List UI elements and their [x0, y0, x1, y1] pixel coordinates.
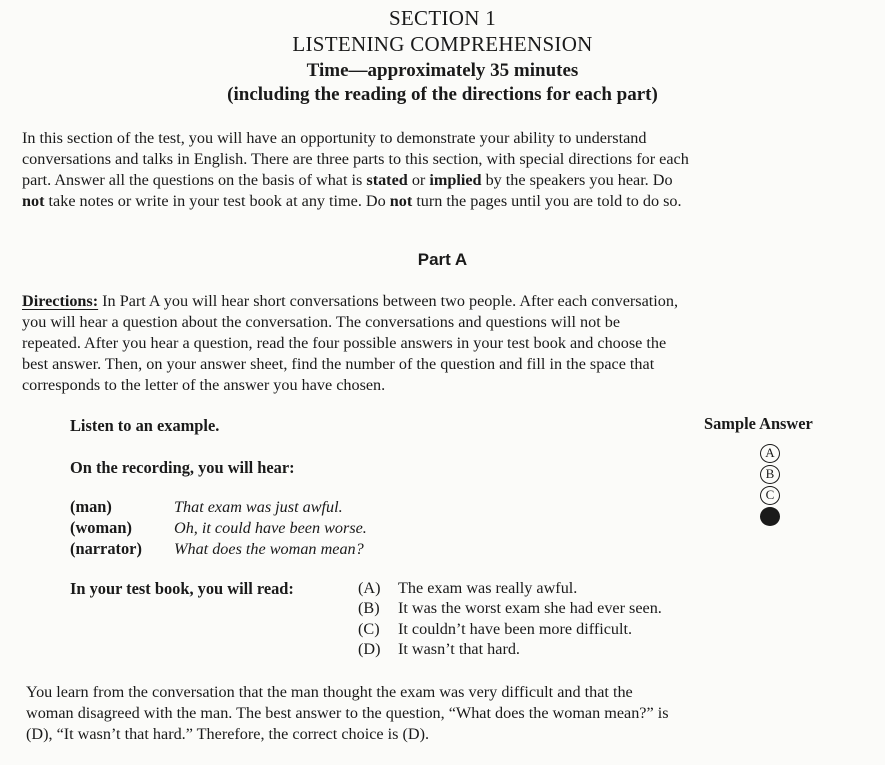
time-note: (including the reading of the directions for each part) [227, 84, 658, 105]
choice-letter-d: (D) [358, 640, 381, 658]
choice-text-b: It was the worst exam she had ever seen. [398, 599, 662, 617]
answer-bubble-d-filled[interactable] [760, 507, 780, 526]
sample-answer-label: Sample Answer [704, 414, 813, 433]
speaker-woman: (woman) [70, 518, 132, 537]
explanation-line: You learn from the conversation that the man thought the exam was very difficult and that the [26, 683, 633, 701]
dialogue-line: That exam was just awful. [174, 498, 343, 516]
answer-bubble-b[interactable]: B [760, 465, 780, 484]
dialogue-line: Oh, it could have been worse. [174, 519, 367, 537]
section-title: LISTENING COMPREHENSION [292, 32, 593, 56]
on-recording-label: On the recording, you will hear: [70, 458, 295, 477]
choice-letter-a: (A) [358, 579, 381, 597]
time-limit: Time—approximately 35 minutes [306, 60, 579, 81]
choice-text-a: The exam was really awful. [398, 579, 578, 597]
directions-paragraph [22, 291, 678, 396]
answer-bubble-a[interactable]: A [760, 444, 780, 463]
dialogue-line: What does the woman mean? [174, 540, 364, 558]
explanation-line: (D), “It wasn’t that hard.” Therefore, the correct choice is (D). [26, 725, 430, 743]
directions-line: corresponds to the letter of the answer you have chosen. [22, 376, 386, 394]
intro-paragraph [22, 128, 689, 212]
in-book-label: In your test book, you will read: [70, 579, 294, 598]
listen-example: Listen to an example. [70, 416, 220, 435]
explanation-line: woman disagreed with the man. The best answer to the question, “What does the woman mean?” is [26, 704, 669, 722]
part-a-heading: Part A [417, 250, 468, 269]
explanation-paragraph [26, 682, 669, 745]
speaker-man: (man) [70, 497, 112, 516]
speaker-narrator: (narrator) [70, 539, 142, 558]
answer-bubble-c[interactable]: C [760, 486, 780, 505]
intro-line: part. Answer all the questions on the basis of what is stated or implied by the speakers you hear. Do [22, 171, 673, 189]
directions-line: best answer. Then, on your answer sheet, find the number of the question and fill in the space that [22, 355, 655, 373]
choice-letter-b: (B) [358, 599, 380, 617]
intro-line: not take notes or write in your test book at any time. Do not turn the pages until you are told to do so. [22, 192, 682, 210]
intro-line: conversations and talks in English. There are three parts to this section, with special directions for each [22, 150, 689, 168]
directions-label: Directions: [22, 292, 99, 310]
directions-line: repeated. After you hear a question, read the four possible answers in your test book and choose the [22, 334, 667, 352]
choice-text-c: It couldn’t have been more difficult. [398, 620, 633, 638]
section-number: SECTION 1 [388, 6, 497, 30]
choice-text-d: It wasn’t that hard. [398, 640, 520, 658]
directions-line: Directions: In Part A you will hear short conversations between two people. After each conversation, [22, 292, 679, 310]
intro-line: In this section of the test, you will have an opportunity to demonstrate your ability to understand [22, 129, 647, 147]
directions-line: you will hear a question about the conversation. The conversations and questions will not be [22, 313, 621, 331]
choice-letter-c: (C) [358, 620, 380, 638]
